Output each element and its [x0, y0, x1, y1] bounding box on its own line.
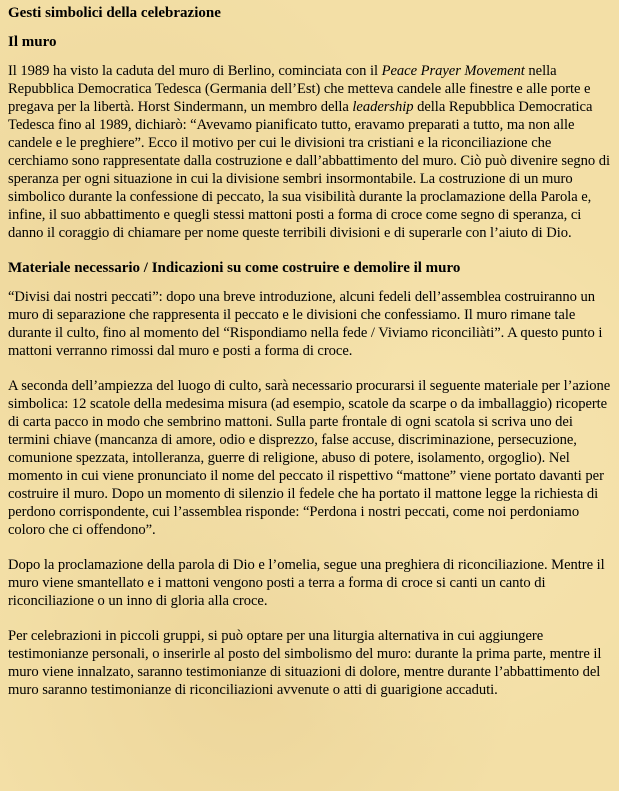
italic-term: leadership [352, 99, 414, 115]
section-title-materiale: Materiale necessario / Indicazioni su come costruire e demolire il muro [8, 260, 461, 276]
section-title-il-muro: Il muro [8, 34, 57, 50]
paragraph-text: della Repubblica Democratica Tedesca fino al 1989, dichiarò: “Avevamo pianificato tutto, eravamo preparati a tutto, ma non alle candele e le preghiere”. Ecco il motivo per cui le divisioni tra cristiani e la riconciliazione che cerchiamo sono rappresentate dalla costruzione e dall’abbattimento del muro. Ciò può divenire segno di speranza per ogni situazione in cui la divisione sembri insormontabile. La costruzione di un muro simbolico durante la confessione di peccato, la sua visibilità durante la proclamazione della Parola e, infine, il suo abbattimento e quegli stessi mattoni posti a forma di croce come segno di speranza, ci danno il coraggio di chiamare per nome queste terribili divisioni e di superarle con l’aiuto di Dio. [8, 99, 610, 241]
paragraph-text: Il 1989 ha visto la caduta del muro di Berlino, cominciata con il [8, 63, 382, 79]
paragraph-piccoli-gruppi: Per celebrazioni in piccoli gruppi, si può optare per una liturgia alternativa in cui aggiungere testimonianze personali, o inserirle al posto del simbolismo del muro: durante la prima parte, mentre il muro viene innalzato, saranno testimonianze di situazioni di dolore, mentre durante l’abbattimento del muro saranno testimonianze di riconciliazioni avvenute o atti di guarigione accaduti. [8, 628, 602, 698]
paragraph-proclamazione: Dopo la proclamazione della parola di Dio e l’omelia, segue una preghiera di riconciliazione. Mentre il muro viene smantellato e i mattoni vengono posti a terra a forma di croce si canti un canto di riconciliazione o un inno di gloria alla croce. [8, 557, 605, 609]
paragraph-il-muro [8, 62, 611, 242]
italic-term: Peace Prayer Movement [381, 63, 525, 79]
paragraph-text: nella Repubblica Democratica Tedesca (Germania dell’Est) che metteva candele alle finestre e alle porte e pregava per la libertà. Horst Sindermann, un membro della [8, 63, 591, 115]
paragraph-materiale: A seconda dell’ampiezza del luogo di culto, sarà necessario procurarsi il seguente materiale per l’azione simbolica: 12 scatole della medesima misura (ad esempio, scatole da scarpe o da imballaggio) ricoperte di carta pacco in modo che sembrino mattoni. Sulla parte frontale di ogni scatola si scriva uno dei termini chiave (mancanza di amore, odio e disprezzo, false accuse, discriminazione, persecuzione, comunione spezzata, intolleranza, guerre di religione, abuso di potere, isolamento, orgoglio). Nel momento in cui viene pronunciato il nome del peccato il rispettivo “mattone” viene portato davanti per costruire il muro. Dopo un momento di silenzio il fedele che ha portato il mattone legge la richiesta di perdono corrispondente, cui l’assemblea risponde: “Perdona i nostri peccati, come noi perdoniamo coloro che ci offendono”. [8, 378, 611, 538]
page-title: Gesti simbolici della celebrazione [8, 5, 221, 21]
paragraph-divisi: “Divisi dai nostri peccati”: dopo una breve introduzione, alcuni fedeli dell’assemblea costruiranno un muro di separazione che rappresenta il peccato e le divisioni che confessiamo. Il muro rimane tale durante il culto, fino al momento del “Rispondiamo nella fede / Viviamo riconciliàti”. A questo punto i mattoni verranno rimossi dal muro e posti a forma di croce. [8, 289, 603, 359]
